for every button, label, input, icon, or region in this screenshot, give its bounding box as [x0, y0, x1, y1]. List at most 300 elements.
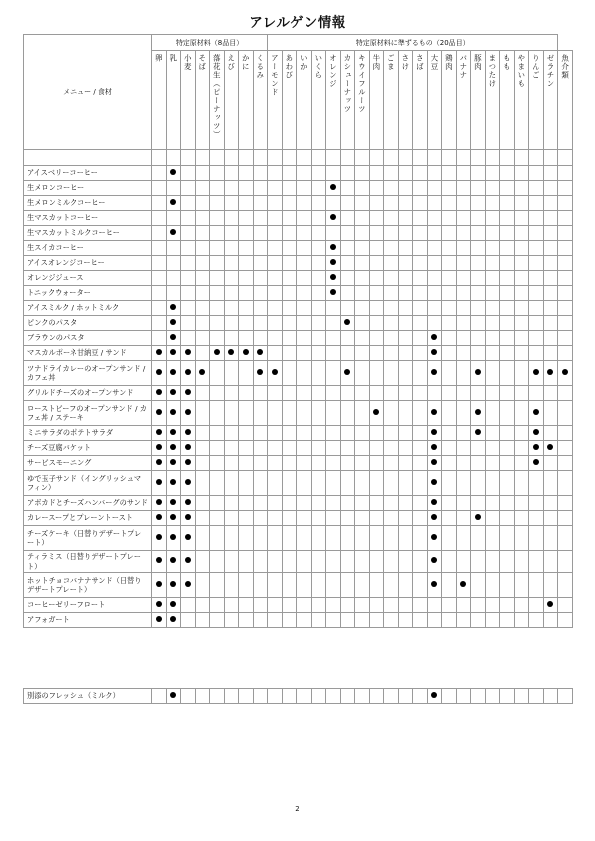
- allergen-cell: [152, 526, 167, 551]
- allergen-cell: [384, 361, 399, 386]
- allergen-cell: [543, 316, 558, 331]
- allergen-cell: [195, 426, 210, 441]
- allergen-cell: [181, 196, 196, 211]
- allergen-cell: [253, 551, 268, 573]
- allergen-cell: [485, 426, 500, 441]
- allergen-cell: [181, 573, 196, 598]
- allergen-cell: [268, 241, 283, 256]
- menu-item-name: グリルドチーズのオープンサンド: [24, 386, 152, 401]
- allergen-cell: [311, 256, 326, 271]
- allergen-mark: [431, 369, 437, 375]
- allergen-cell: [311, 241, 326, 256]
- allergen-cell: [253, 331, 268, 346]
- allergen-cell: [485, 286, 500, 301]
- allergen-cell: [500, 526, 515, 551]
- allergen-cell: [514, 526, 529, 551]
- allergen-mark: [170, 304, 176, 310]
- allergen-cell: [398, 166, 413, 181]
- allergen-table: [23, 34, 573, 628]
- allergen-cell: [326, 471, 341, 496]
- allergen-cell: [471, 551, 486, 573]
- allergen-cell: [413, 301, 428, 316]
- allergen-cell: [471, 256, 486, 271]
- allergen-cell: [529, 196, 544, 211]
- allergen-cell: [543, 551, 558, 573]
- allergen-cell: [195, 301, 210, 316]
- allergen-cell: [500, 226, 515, 241]
- allergen-cell: [558, 386, 573, 401]
- allergen-cell: [355, 613, 370, 628]
- allergen-cell: [355, 211, 370, 226]
- allergen-cell: [152, 441, 167, 456]
- allergen-cell: [340, 316, 355, 331]
- allergen-cell: [297, 551, 312, 573]
- allergen-cell: [558, 511, 573, 526]
- allergen-cell: [529, 286, 544, 301]
- allergen-cell: [268, 301, 283, 316]
- allergen-cell: [413, 598, 428, 613]
- allergen-cell: [514, 471, 529, 496]
- group-header: 特定原材料に準ずるもの（20品目）: [268, 35, 558, 51]
- allergen-cell: [152, 241, 167, 256]
- allergen-cell: [282, 386, 297, 401]
- allergen-cell: [239, 613, 254, 628]
- allergen-cell: [253, 471, 268, 496]
- allergen-cell: [384, 241, 399, 256]
- page-number: 2: [295, 805, 300, 813]
- menu-item-name: ホットチョコバナナサンド（日替りデザートプレート）: [24, 573, 152, 598]
- allergen-cell: [471, 401, 486, 426]
- allergen-cell: [384, 456, 399, 471]
- allergen-cell: [224, 598, 239, 613]
- allergen-mark: [330, 259, 336, 265]
- allergen-cell: [282, 196, 297, 211]
- allergen-cell: [427, 196, 442, 211]
- allergen-cell: [210, 346, 225, 361]
- allergen-cell: [268, 286, 283, 301]
- allergen-cell: [282, 316, 297, 331]
- allergen-cell: [413, 526, 428, 551]
- allergen-cell: [326, 526, 341, 551]
- allergen-cell: [500, 256, 515, 271]
- allergen-column-header: [442, 51, 457, 150]
- allergen-cell: [224, 401, 239, 426]
- allergen-cell: [485, 496, 500, 511]
- allergen-cell: [456, 181, 471, 196]
- allergen-cell: [485, 573, 500, 598]
- allergen-cell: [398, 301, 413, 316]
- allergen-label: バナナ: [458, 54, 468, 80]
- allergen-cell: [514, 286, 529, 301]
- allergen-cell: [195, 386, 210, 401]
- allergen-cell: [558, 166, 573, 181]
- table-row: [24, 301, 573, 316]
- menu-item-name: カレースープとプレーントースト: [24, 511, 152, 526]
- allergen-mark: [170, 557, 176, 563]
- allergen-cell: [514, 211, 529, 226]
- allergen-cell: [210, 573, 225, 598]
- allergen-mark: [460, 581, 466, 587]
- allergen-cell: [210, 271, 225, 286]
- allergen-cell: [239, 316, 254, 331]
- allergen-cell: [152, 598, 167, 613]
- allergen-cell: [500, 361, 515, 386]
- empty-cell: [253, 150, 268, 166]
- allergen-cell: [514, 271, 529, 286]
- empty-cell: [311, 150, 326, 166]
- allergen-cell: [471, 226, 486, 241]
- allergen-cell: [485, 256, 500, 271]
- allergen-cell: [558, 456, 573, 471]
- allergen-cell: [456, 551, 471, 573]
- allergen-cell: [485, 526, 500, 551]
- allergen-column-header: [369, 51, 384, 150]
- allergen-cell: [456, 426, 471, 441]
- allergen-mark: [156, 349, 162, 355]
- allergen-cell: [268, 471, 283, 496]
- allergen-cell: [442, 361, 457, 386]
- allergen-cell: [152, 496, 167, 511]
- allergen-cell: [427, 551, 442, 573]
- allergen-cell: [427, 471, 442, 496]
- allergen-cell: [427, 316, 442, 331]
- allergen-cell: [369, 598, 384, 613]
- allergen-cell: [181, 441, 196, 456]
- empty-cell: [210, 150, 225, 166]
- allergen-cell: [500, 166, 515, 181]
- allergen-mark: [170, 616, 176, 622]
- allergen-cell: [456, 211, 471, 226]
- allergen-cell: [485, 301, 500, 316]
- allergen-cell: [485, 441, 500, 456]
- allergen-mark: [156, 616, 162, 622]
- allergen-column-header: [514, 51, 529, 150]
- allergen-column-header: [500, 51, 515, 150]
- allergen-cell: [166, 286, 181, 301]
- allergen-cell: [355, 386, 370, 401]
- allergen-cell: [413, 181, 428, 196]
- allergen-cell: [413, 401, 428, 426]
- allergen-cell: [355, 361, 370, 386]
- allergen-mark: [185, 499, 191, 505]
- allergen-cell: [195, 456, 210, 471]
- allergen-mark: [170, 601, 176, 607]
- allergen-cell: [456, 196, 471, 211]
- allergen-cell: [311, 511, 326, 526]
- allergen-cell: [311, 386, 326, 401]
- allergen-cell: [442, 211, 457, 226]
- allergen-cell: [152, 573, 167, 598]
- allergen-cell: [442, 551, 457, 573]
- table-row: [24, 331, 573, 346]
- allergen-mark: [431, 349, 437, 355]
- allergen-cell: [210, 598, 225, 613]
- allergen-cell: [355, 331, 370, 346]
- allergen-cell: [471, 441, 486, 456]
- allergen-cell: [427, 211, 442, 226]
- allergen-mark: [475, 429, 481, 435]
- allergen-cell: [210, 386, 225, 401]
- allergen-cell: [442, 256, 457, 271]
- allergen-cell: [529, 241, 544, 256]
- allergen-cell: [326, 456, 341, 471]
- allergen-cell: [210, 166, 225, 181]
- allergen-cell: [558, 573, 573, 598]
- allergen-cell: [195, 166, 210, 181]
- allergen-cell: [442, 226, 457, 241]
- allergen-cell: [500, 286, 515, 301]
- empty-cell: [326, 150, 341, 166]
- allergen-mark: [185, 534, 191, 540]
- allergen-cell: [268, 196, 283, 211]
- allergen-cell: [543, 471, 558, 496]
- allergen-cell: [195, 226, 210, 241]
- allergen-cell: [456, 331, 471, 346]
- allergen-cell: [514, 426, 529, 441]
- allergen-cell: [413, 196, 428, 211]
- allergen-cell: [282, 361, 297, 386]
- allergen-cell: [442, 166, 457, 181]
- allergen-cell: [181, 426, 196, 441]
- allergen-cell: [558, 689, 573, 704]
- allergen-cell: [166, 271, 181, 286]
- allergen-cell: [398, 426, 413, 441]
- allergen-cell: [166, 346, 181, 361]
- allergen-cell: [355, 456, 370, 471]
- allergen-cell: [514, 598, 529, 613]
- allergen-mark: [431, 514, 437, 520]
- allergen-cell: [195, 573, 210, 598]
- allergen-cell: [195, 241, 210, 256]
- allergen-cell: [456, 598, 471, 613]
- allergen-cell: [181, 316, 196, 331]
- allergen-cell: [268, 386, 283, 401]
- table-row: [24, 181, 573, 196]
- allergen-cell: [239, 456, 254, 471]
- allergen-cell: [311, 211, 326, 226]
- allergen-cell: [166, 301, 181, 316]
- allergen-cell: [543, 286, 558, 301]
- allergen-cell: [456, 401, 471, 426]
- allergen-mark: [156, 369, 162, 375]
- allergen-cell: [311, 166, 326, 181]
- allergen-cell: [558, 526, 573, 551]
- allergen-column-header: [558, 51, 573, 150]
- allergen-cell: [514, 331, 529, 346]
- allergen-mark: [170, 319, 176, 325]
- allergen-cell: [253, 256, 268, 271]
- allergen-cell: [398, 441, 413, 456]
- allergen-cell: [253, 316, 268, 331]
- allergen-cell: [442, 331, 457, 346]
- empty-cell: [529, 150, 544, 166]
- allergen-label: さば: [415, 54, 425, 71]
- allergen-cell: [485, 613, 500, 628]
- allergen-cell: [529, 689, 544, 704]
- allergen-cell: [500, 441, 515, 456]
- allergen-cell: [369, 426, 384, 441]
- allergen-cell: [224, 441, 239, 456]
- allergen-cell: [239, 166, 254, 181]
- allergen-mark: [431, 499, 437, 505]
- allergen-cell: [268, 511, 283, 526]
- allergen-cell: [152, 401, 167, 426]
- allergen-cell: [500, 689, 515, 704]
- allergen-cell: [166, 361, 181, 386]
- allergen-cell: [239, 241, 254, 256]
- allergen-cell: [311, 689, 326, 704]
- allergen-cell: [442, 511, 457, 526]
- allergen-column-header: [239, 51, 254, 150]
- allergen-cell: [268, 551, 283, 573]
- allergen-cell: [384, 181, 399, 196]
- allergen-cell: [485, 511, 500, 526]
- allergen-cell: [471, 526, 486, 551]
- allergen-cell: [253, 361, 268, 386]
- allergen-cell: [239, 598, 254, 613]
- allergen-mark: [475, 514, 481, 520]
- allergen-cell: [239, 573, 254, 598]
- allergen-label: かに: [241, 54, 251, 71]
- allergen-cell: [210, 331, 225, 346]
- allergen-cell: [369, 256, 384, 271]
- allergen-cell: [471, 598, 486, 613]
- allergen-cell: [543, 496, 558, 511]
- allergen-cell: [398, 346, 413, 361]
- allergen-mark: [199, 369, 205, 375]
- allergen-cell: [297, 401, 312, 426]
- table-row: [24, 166, 573, 181]
- allergen-mark: [344, 369, 350, 375]
- allergen-cell: [297, 271, 312, 286]
- allergen-cell: [529, 456, 544, 471]
- allergen-cell: [543, 346, 558, 361]
- allergen-cell: [326, 386, 341, 401]
- menu-item-name: 生マスカットコーヒー: [24, 211, 152, 226]
- allergen-cell: [311, 401, 326, 426]
- allergen-label: 落花生（ピーナッツ）: [212, 54, 222, 139]
- allergen-label: 豚肉: [473, 54, 483, 71]
- allergen-cell: [514, 361, 529, 386]
- allergen-cell: [558, 496, 573, 511]
- allergen-cell: [500, 181, 515, 196]
- allergen-cell: [224, 226, 239, 241]
- allergen-cell: [224, 286, 239, 301]
- allergen-cell: [181, 361, 196, 386]
- allergen-cell: [369, 401, 384, 426]
- empty-cell: [239, 150, 254, 166]
- allergen-cell: [471, 286, 486, 301]
- allergen-mark: [431, 444, 437, 450]
- allergen-mark: [533, 369, 539, 375]
- table-row: [24, 346, 573, 361]
- allergen-mark: [156, 479, 162, 485]
- allergen-cell: [500, 426, 515, 441]
- allergen-cell: [398, 271, 413, 286]
- allergen-cell: [413, 256, 428, 271]
- allergen-cell: [500, 401, 515, 426]
- table-row: [24, 689, 573, 704]
- allergen-cell: [340, 196, 355, 211]
- allergen-cell: [384, 286, 399, 301]
- allergen-cell: [413, 426, 428, 441]
- allergen-cell: [239, 471, 254, 496]
- allergen-cell: [239, 211, 254, 226]
- allergen-cell: [224, 471, 239, 496]
- allergen-cell: [456, 256, 471, 271]
- allergen-cell: [210, 241, 225, 256]
- allergen-label: キウイフルーツ: [357, 54, 367, 114]
- allergen-cell: [224, 526, 239, 551]
- allergen-cell: [471, 346, 486, 361]
- allergen-cell: [224, 386, 239, 401]
- allergen-cell: [181, 613, 196, 628]
- allergen-cell: [152, 226, 167, 241]
- allergen-cell: [326, 361, 341, 386]
- allergen-cell: [210, 256, 225, 271]
- allergen-cell: [529, 386, 544, 401]
- allergen-label: そば: [197, 54, 207, 71]
- allergen-cell: [543, 301, 558, 316]
- allergen-cell: [297, 331, 312, 346]
- allergen-cell: [456, 441, 471, 456]
- allergen-cell: [471, 181, 486, 196]
- allergen-cell: [514, 241, 529, 256]
- allergen-cell: [282, 181, 297, 196]
- allergen-cell: [442, 401, 457, 426]
- allergen-label: くるみ: [255, 54, 265, 80]
- allergen-cell: [529, 211, 544, 226]
- allergen-cell: [355, 271, 370, 286]
- allergen-cell: [384, 271, 399, 286]
- allergen-mark: [533, 459, 539, 465]
- allergen-mark: [156, 557, 162, 563]
- empty-cell: [224, 150, 239, 166]
- allergen-cell: [253, 689, 268, 704]
- allergen-cell: [239, 196, 254, 211]
- table-row: [24, 551, 573, 573]
- allergen-cell: [253, 226, 268, 241]
- allergen-cell: [514, 316, 529, 331]
- allergen-cell: [195, 181, 210, 196]
- allergen-cell: [427, 386, 442, 401]
- allergen-cell: [514, 301, 529, 316]
- allergen-cell: [297, 511, 312, 526]
- allergen-cell: [471, 496, 486, 511]
- allergen-cell: [369, 526, 384, 551]
- allergen-cell: [485, 386, 500, 401]
- allergen-cell: [224, 573, 239, 598]
- empty-cell: [282, 150, 297, 166]
- allergen-cell: [253, 286, 268, 301]
- allergen-cell: [152, 346, 167, 361]
- allergen-cell: [181, 598, 196, 613]
- allergen-cell: [326, 181, 341, 196]
- allergen-cell: [268, 441, 283, 456]
- allergen-cell: [529, 166, 544, 181]
- allergen-column-header: [166, 51, 181, 150]
- allergen-cell: [529, 401, 544, 426]
- allergen-cell: [369, 211, 384, 226]
- allergen-cell: [210, 301, 225, 316]
- allergen-cell: [485, 551, 500, 573]
- allergen-cell: [311, 271, 326, 286]
- allergen-cell: [282, 331, 297, 346]
- allergen-cell: [413, 316, 428, 331]
- allergen-cell: [369, 346, 384, 361]
- table-row: [24, 211, 573, 226]
- allergen-cell: [224, 331, 239, 346]
